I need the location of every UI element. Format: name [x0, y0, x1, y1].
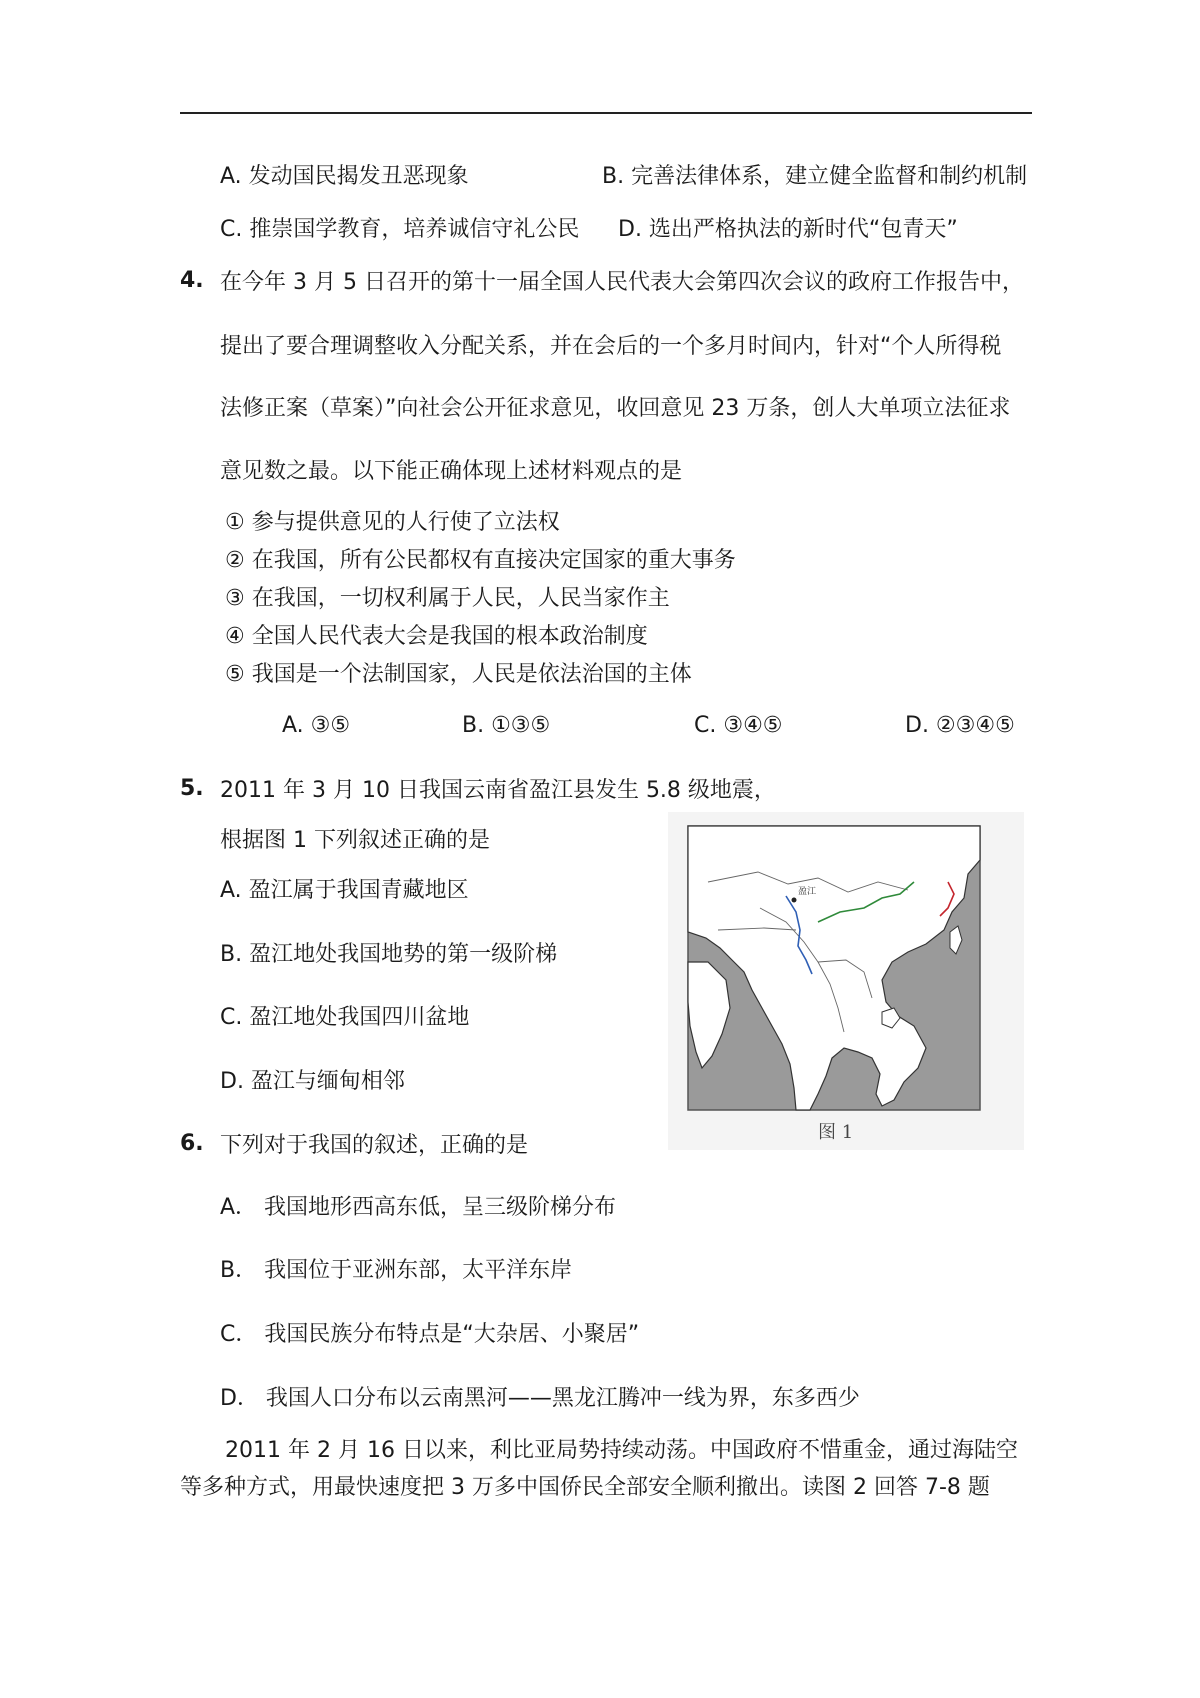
q6-option-c: C． 我国民族分布特点是“大杂居、小聚居”	[220, 1322, 640, 1347]
q4-option-a: A. ③⑤	[282, 713, 351, 738]
q4-stem-line-1: 在今年 3 月 5 日召开的第十一届全国人民代表大会第四次会议的政府工作报告中，	[220, 270, 1024, 295]
q4-statement-4: ④ 全国人民代表大会是我国的根本政治制度	[225, 624, 648, 649]
q5-option-a: A. 盈江属于我国青藏地区	[220, 878, 469, 903]
q4-option-c: C. ③④⑤	[694, 713, 783, 738]
q4-statement-1: ① 参与提供意见的人行使了立法权	[225, 510, 560, 535]
passage-line-2: 等多种方式，用最快速度把 3 万多中国侨民全部安全顺利撤出。读图 2 回答 7-8 题	[180, 1475, 990, 1500]
q4-stem-line-4: 意见数之最。以下能正确体现上述材料观点的是	[220, 459, 683, 484]
q4-statement-5: ⑤ 我国是一个法制国家，人民是依法治国的主体	[225, 662, 692, 687]
q4-option-b: B. ①③⑤	[462, 713, 551, 738]
q4-stem-line-2: 提出了要合理调整收入分配关系，并在会后的一个多月时间内，针对“个人所得税	[220, 334, 1002, 359]
q5-option-c: C. 盈江地处我国四川盆地	[220, 1005, 470, 1030]
q5-stem-line-1: 2011 年 3 月 10 日我国云南省盈江县发生 5.8 级地震，	[220, 778, 776, 803]
q3-option-d: D. 选出严格执法的新时代“包青天”	[618, 217, 958, 242]
q6-number: 6.	[180, 1131, 204, 1156]
q3-option-b: B. 完善法律体系，建立健全监督和制约机制	[602, 164, 1028, 189]
q4-option-d: D. ②③④⑤	[905, 713, 1015, 738]
map-yingjiang-marker	[792, 898, 797, 903]
q3-option-c: C. 推崇国学教育，培养诚信守礼公民	[220, 217, 580, 242]
q4-stem-line-3: 法修正案（草案）”向社会公开征求意见，收回意见 23 万条，创人大单项立法征求	[220, 396, 1011, 421]
q4-statement-2: ② 在我国，所有公民都权有直接决定国家的重大事务	[225, 548, 736, 573]
q4-statement-3: ③ 在我国，一切权利属于人民，人民当家作主	[225, 586, 670, 611]
q6-option-a: A． 我国地形西高东低，呈三级阶梯分布	[220, 1195, 617, 1220]
figure-1-map	[668, 812, 1024, 1150]
q5-option-d: D. 盈江与缅甸相邻	[220, 1069, 405, 1094]
q6-option-d: D． 我国人口分布以云南黑河——黑龙江腾冲一线为界，东多西少	[220, 1386, 860, 1411]
q5-number: 5.	[180, 776, 204, 801]
q4-number: 4.	[180, 268, 204, 293]
header-rule	[180, 112, 1032, 114]
map-drawing	[668, 812, 1024, 1150]
q5-option-b: B. 盈江地处我国地势的第一级阶梯	[220, 942, 558, 967]
passage-line-1: 2011 年 2 月 16 日以来，利比亚局势持续动荡。中国政府不惜重金，通过海陆空	[225, 1438, 1018, 1463]
q6-stem: 下列对于我国的叙述，正确的是	[220, 1133, 529, 1158]
q6-option-b: B． 我国位于亚洲东部，太平洋东岸	[220, 1258, 573, 1283]
q3-option-a: A. 发动国民揭发丑恶现象	[220, 164, 469, 189]
q5-stem-line-2: 根据图 1 下列叙述正确的是	[220, 828, 490, 853]
map-label-yingjiang: 盈江	[798, 887, 817, 897]
figure-1-caption: 图 1	[818, 1122, 854, 1143]
